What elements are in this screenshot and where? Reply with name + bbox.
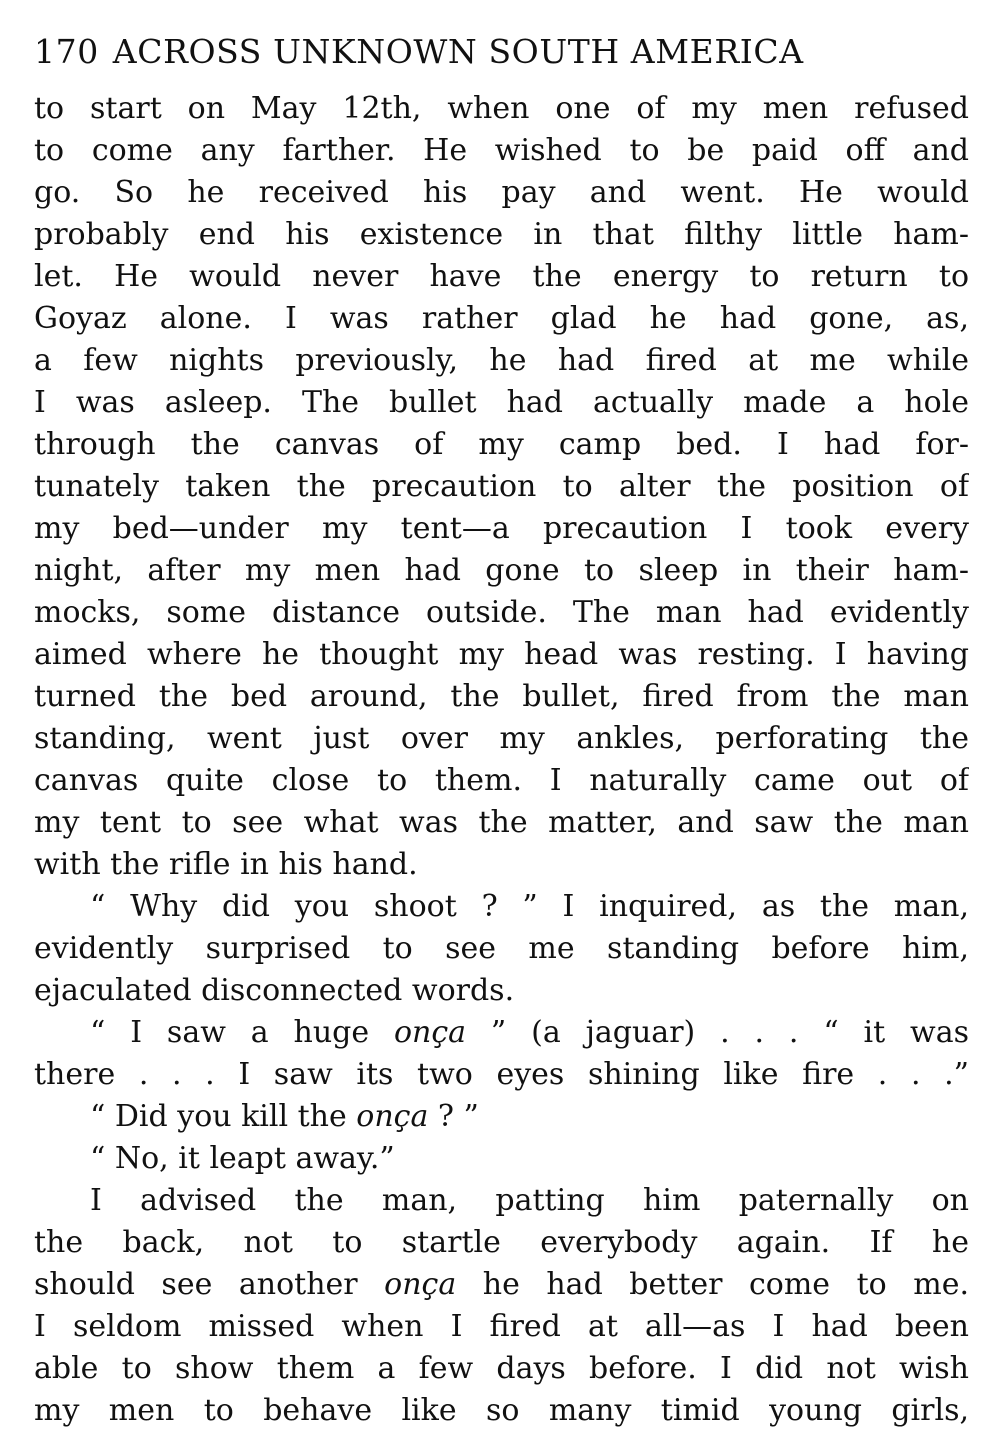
text-line: go. So he received his pay and went. He would (34, 175, 969, 210)
text-line: the back, not to startle everybody again. If he (34, 1225, 969, 1260)
text-line: to start on May 12th, when one of my men refused (34, 91, 969, 126)
text-line: I advised the man, patting him paternally on (90, 1183, 969, 1218)
text-line: canvas quite close to them. I naturally came out of (34, 763, 969, 798)
text-line: mocks, some distance outside. The man had evidently (34, 595, 969, 630)
text-line: able to show them a few days before. I did not wish (34, 1351, 969, 1386)
text-line: to come any farther. He wished to be paid off and (34, 133, 969, 168)
page-number: 170 (34, 32, 99, 71)
text-line: my bed—under my tent—a precaution I took every (34, 511, 969, 546)
text-line: through the canvas of my camp bed. I had for- (34, 427, 969, 462)
text-line: “ Why did you shoot ? ” I inquired, as the man, (90, 889, 969, 924)
text-line: standing, went just over my ankles, perforating the (34, 721, 969, 756)
text-line: ejaculated disconnected words. (34, 973, 515, 1008)
text-line: a few nights previously, he had fired at me while (34, 343, 969, 378)
book-title: ACROSS UNKNOWN SOUTH AMERICA (112, 32, 804, 71)
body-text (34, 88, 969, 1432)
text-line: tunately taken the precaution to alter the position of (34, 469, 969, 504)
text-line: “ I saw a huge onça ” (a jaguar) . . . “ it was (90, 1015, 969, 1050)
text-line: turned the bed around, the bullet, fired from the man (34, 679, 969, 714)
text-line: evidently surprised to see me standing before him, (34, 931, 969, 966)
text-line: I seldom missed when I fired at all—as I had been (34, 1309, 969, 1344)
text-line: night, after my men had gone to sleep in their ham- (34, 553, 969, 588)
text-line: aimed where he thought my head was resting. I having (34, 637, 969, 672)
text-line: let. He would never have the energy to return to (34, 259, 969, 294)
text-line: there . . . I saw its two eyes shining like fire . . .” (34, 1057, 969, 1092)
text-line: probably end his existence in that filthy little ham- (34, 217, 969, 252)
text-line: “ Did you kill the onça ? ” (90, 1099, 479, 1134)
text-line: with the rifle in his hand. (34, 847, 418, 882)
text-line: my tent to see what was the matter, and saw the man (34, 805, 969, 840)
text-line: my men to behave like so many timid young girls, (34, 1393, 969, 1428)
running-head (34, 30, 969, 74)
text-line: Goyaz alone. I was rather glad he had gone, as, (34, 301, 969, 336)
text-line: should see another onça he had better come to me. (34, 1267, 969, 1302)
text-line: I was asleep. The bullet had actually made a hole (34, 385, 969, 420)
text-line: “ No, it leapt away.” (90, 1141, 395, 1176)
